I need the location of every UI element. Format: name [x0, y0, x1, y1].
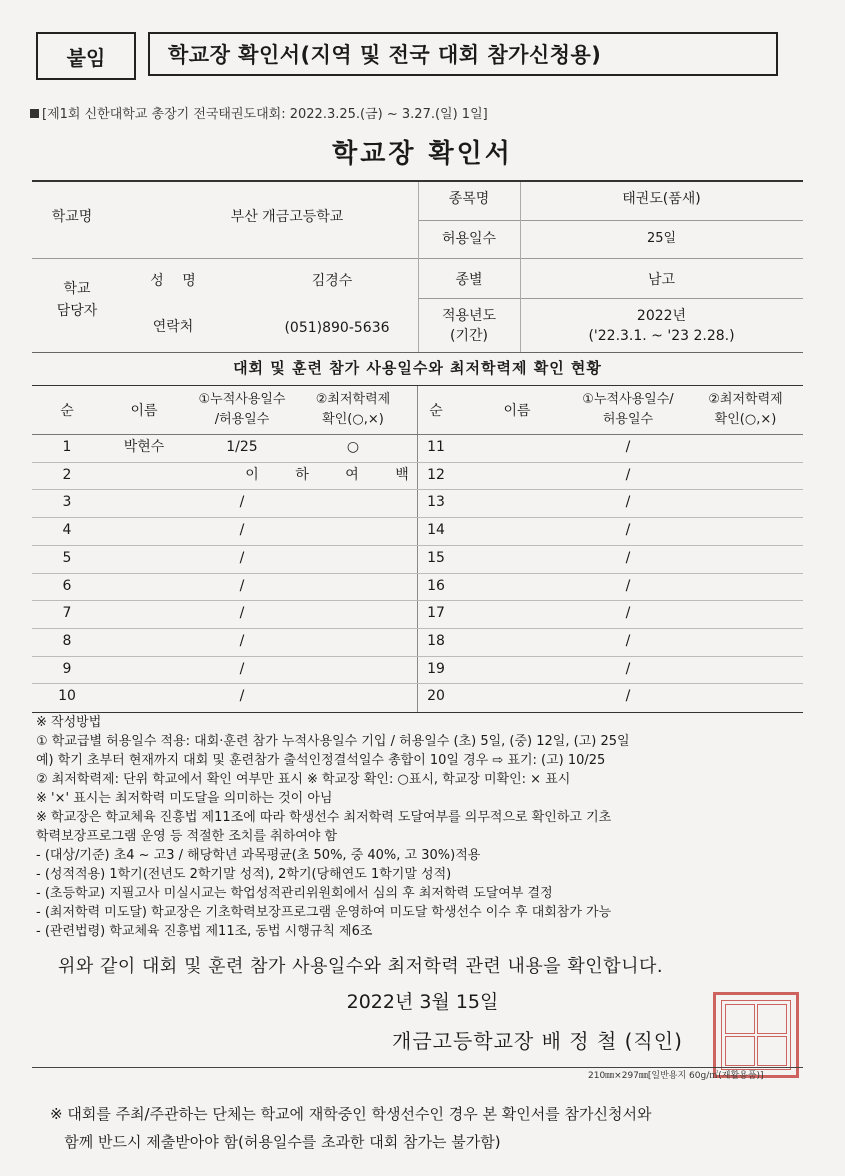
- cell-min-r: [688, 573, 803, 600]
- cell-days-r: /: [625, 688, 631, 705]
- cell-days-r: /: [625, 605, 631, 622]
- cell-days-r: /: [625, 549, 631, 566]
- cell-min: [298, 489, 408, 516]
- signing-date: 2022년 3월 15일: [346, 991, 499, 1013]
- cell-min: [298, 600, 408, 627]
- cell-name: [104, 683, 184, 710]
- cell-min: [298, 656, 408, 683]
- cell-min: [298, 462, 408, 489]
- cell-days-r: /: [625, 466, 631, 483]
- cell-no-r: 17: [427, 605, 445, 622]
- form-title: 학교장 확인서(지역 및 전국 대회 참가신청용): [148, 32, 778, 76]
- cell-name: [104, 462, 184, 489]
- cell-name-r: [462, 517, 572, 544]
- cell-no: 9: [62, 660, 72, 677]
- cell-min: ○: [346, 439, 360, 455]
- allowed-days-value: 25일: [646, 231, 677, 246]
- cell-name-r: [462, 656, 572, 683]
- cell-days: /: [239, 577, 245, 594]
- phone-label: 연락처: [152, 319, 194, 335]
- header-no: 순: [60, 403, 74, 419]
- cell-min-r: [688, 683, 803, 710]
- confirmation-statement: 위와 같이 대회 및 훈련 참가 사용일수와 최저학력 관련 내용을 확인합니다.: [58, 956, 664, 977]
- cell-name-r: [462, 489, 572, 516]
- note-line: 예) 학기 초부터 현재까지 대회 및 훈련참가 출석인정결석일수 총합이 10일 경우 ⇨ 표기: (고) 10/25: [36, 753, 606, 768]
- cell-min-r: [688, 517, 803, 544]
- cell-min: [298, 683, 408, 710]
- cell-no: 8: [62, 632, 72, 649]
- cell-min: [298, 628, 408, 655]
- header-min-right-line2: 확인(○,×): [714, 412, 777, 427]
- cell-days: /: [239, 549, 245, 566]
- header-days-line1: ①누적사용일수: [198, 392, 286, 407]
- cell-name: [104, 573, 184, 600]
- note-line: - (대상/기준) 초4 ~ 고3 / 해당학년 과목평균(초 50%, 중 40%, 고 30%)적용: [36, 848, 481, 863]
- info-table: [32, 180, 803, 353]
- cell-no-r: 16: [427, 577, 445, 594]
- cell-name: 박현수: [123, 439, 165, 455]
- cell-no: 4: [62, 522, 72, 539]
- event-label: 종목명: [448, 191, 490, 207]
- cell-no-r: 13: [427, 494, 445, 511]
- name-value: 김경수: [311, 273, 353, 289]
- cell-days: /: [239, 605, 245, 622]
- header-min-right-line1: ②최저학력제: [708, 392, 783, 407]
- attachment-label: 붙임: [36, 32, 136, 80]
- cell-days-r: /: [625, 494, 631, 511]
- year-period: ('22.3.1. ~ '23 2.28.): [588, 328, 735, 344]
- event-info-line: [30, 103, 488, 122]
- cell-no: 5: [62, 549, 72, 566]
- cell-days: /: [239, 660, 245, 677]
- cell-min-r: [688, 656, 803, 683]
- cell-name-r: [462, 462, 572, 489]
- note-line: - (성적적용) 1학기(전년도 2학기말 성적), 2학기(당해연도 1학기말 성적): [36, 867, 452, 882]
- contact-label-line2: 담당자: [56, 303, 98, 319]
- category-label: 종별: [455, 272, 483, 288]
- cell-name: [104, 600, 184, 627]
- cell-min-r: [688, 462, 803, 489]
- cell-no-r: 14: [427, 522, 445, 539]
- event-info-text: [제1회 신한대학교 총장기 전국태권도대회: 2022.3.25.(금) ~ 3.27.(일) 1일]: [42, 107, 488, 122]
- cell-min: [298, 545, 408, 572]
- cell-days-r: /: [625, 577, 631, 594]
- header-name-right: 이름: [503, 403, 531, 419]
- name-label: 성 명: [150, 273, 196, 289]
- cell-days-r: /: [625, 660, 631, 677]
- note-line: - (관련법령) 학교체육 진흥법 제11조, 동법 시행규칙 제6조: [36, 924, 373, 939]
- document-title: 학교장 확인서: [332, 139, 513, 169]
- cell-no: 10: [58, 688, 76, 705]
- header-days-right-line1: ①누적사용일수/: [582, 392, 674, 407]
- footer-line: ※ 대회를 주최/주관하는 단체는 학교에 재학중인 학생선수인 경우 본 확인서를 참가신청서와: [50, 1105, 652, 1123]
- note-line: ※ 학교장은 학교체육 진흥법 제11조에 따라 학생선수 최저학력 도달여부를 의무적으로 확인하고 기초: [36, 810, 612, 825]
- cell-days-r: /: [625, 522, 631, 539]
- cell-no-r: 11: [427, 439, 445, 455]
- official-seal-icon: [713, 992, 799, 1078]
- section-title: 대회 및 훈련 참가 사용일수와 최저학력제 확인 현황: [233, 359, 602, 377]
- cell-name: [104, 628, 184, 655]
- note-line: - (최저학력 미도달) 학교장은 기초학력보장프로그램 운영하여 미도달 학생선수 이수 후 대회참가 가능: [36, 905, 612, 920]
- cell-name-r: [462, 573, 572, 600]
- cell-name: [104, 517, 184, 544]
- instructions: [36, 713, 816, 941]
- paper-spec: 210㎜×297㎜[일반용지 60g/㎡(재활용품)]: [588, 1071, 764, 1081]
- cell-no: 7: [62, 605, 72, 622]
- year-label-line1: 적용년도: [441, 308, 497, 324]
- cell-min-r: [688, 628, 803, 655]
- cell-min-r: [688, 434, 803, 461]
- cell-days: /: [239, 494, 245, 511]
- contact-label-line1: 학교: [63, 281, 91, 297]
- school-value: 부산 개금고등학교: [230, 209, 344, 225]
- cell-no-r: 19: [427, 660, 445, 677]
- principal-signature: 개금고등학교장 배 정 철 (직인): [392, 1029, 683, 1053]
- note-line: ① 학교급별 허용일수 적용: 대회·훈련 참가 누적사용일수 기입 / 허용일수 (초) 5일, (중) 12일, (고) 25일: [36, 734, 630, 749]
- cell-days: /: [239, 522, 245, 539]
- cell-no: 2: [62, 466, 72, 483]
- allowed-days-label: 허용일수: [441, 231, 497, 247]
- note-line: ※ '×' 표시는 최저학력 미도달을 의미하는 것이 아님: [36, 791, 333, 806]
- cell-name: [104, 489, 184, 516]
- cell-min-r: [688, 545, 803, 572]
- header-name: 이름: [130, 403, 158, 419]
- cell-name-r: [462, 683, 572, 710]
- note-line: ② 최저학력제: 단위 학교에서 확인 여부만 표시 ※ 학교장 확인: ○표시, 학교장 미확인: × 표시: [36, 772, 571, 787]
- footer-line: 함께 반드시 제출받아야 함(허용일수를 초과한 대회 참가는 불가함): [50, 1133, 501, 1151]
- school-label: 학교명: [51, 209, 93, 225]
- cell-no: 3: [62, 494, 72, 511]
- cell-no-r: 15: [427, 549, 445, 566]
- header-min-line1: ②최저학력제: [315, 392, 391, 407]
- cell-min-r: [688, 600, 803, 627]
- cell-no-r: 20: [427, 688, 445, 705]
- cell-min-r: [688, 489, 803, 516]
- cell-no-r: 18: [427, 632, 445, 649]
- cell-name: [104, 545, 184, 572]
- header-days-right-line2: 허용일수: [602, 412, 654, 427]
- note-line: 학력보장프로그램 운영 등 적절한 조치를 취하여야 함: [36, 829, 338, 844]
- phone-value: (051)890-5636: [284, 320, 390, 336]
- category-value: 남고: [647, 272, 676, 288]
- cell-name-r: [462, 628, 572, 655]
- event-value: 태권도(품새): [622, 191, 701, 207]
- note-line: - (초등학교) 지필고사 미실시교는 학업성적관리위원회에서 심의 후 최저학력 도달여부 결정: [36, 886, 553, 901]
- header-min-line2: 확인(○,×): [322, 412, 384, 427]
- cell-min: [298, 517, 408, 544]
- note-line: ※ 작성방법: [36, 715, 102, 730]
- cell-days: /: [239, 688, 245, 705]
- cell-name-r: [462, 600, 572, 627]
- year-value: 2022년: [636, 308, 687, 324]
- cell-no-r: 12: [427, 466, 445, 483]
- year-label-line2: (기간): [450, 328, 488, 344]
- square-bullet-icon: [30, 109, 39, 118]
- cell-no: 1: [62, 439, 72, 455]
- cell-days-r: /: [625, 632, 631, 649]
- footer-note: [50, 1100, 651, 1156]
- cell-days: /: [239, 632, 245, 649]
- cell-days-r: /: [625, 439, 631, 455]
- cell-name-r: [462, 434, 572, 461]
- info-divider: [418, 220, 803, 221]
- cell-name: [104, 656, 184, 683]
- cell-min: [298, 573, 408, 600]
- cell-no: 6: [62, 577, 72, 594]
- header-days-line2: /허용일수: [214, 412, 270, 427]
- usage-table: [32, 385, 803, 713]
- cell-name-r: [462, 545, 572, 572]
- info-divider: [418, 298, 803, 299]
- header-no-right: 순: [429, 403, 443, 419]
- cell-days: 1/25: [226, 439, 258, 455]
- cell-days: 이 하 여 백: [245, 466, 409, 483]
